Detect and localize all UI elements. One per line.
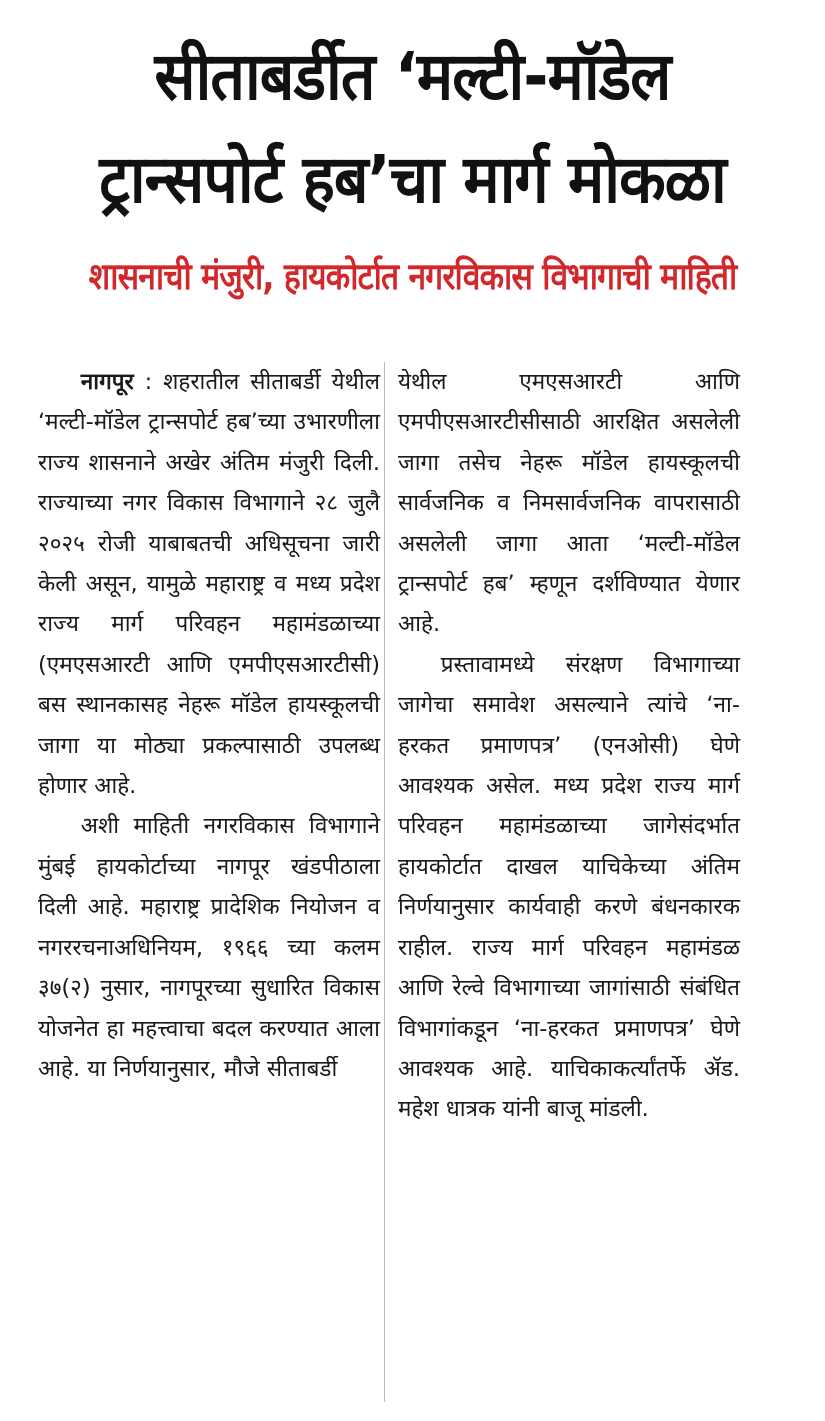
headline-line-2: ट्रान्सपोर्ट हब’चा मार्ग मोकळा <box>99 141 726 218</box>
dateline-separator: : <box>133 369 164 395</box>
article-column-right <box>398 362 740 1130</box>
article-paragraph-3: प्रस्तावामध्ये संरक्षण विभागाच्या जागेचा समावेश असल्याने त्यांचे ‘ना-हरकत प्रमाणपत्र’ (एनओसी) घेणे आवश्यक असेल. मध्य प्रदेश राज्य मार्ग परिवहन महामंडळाच्या जागेसंदर्भात हायकोर्टात दाखल याचिकेच्या अंतिम निर्णयानुसार कार्यवाही करणे बंधनकारक राहील. राज्य मार्ग परिवहन महामंडळ आणि रेल्वे विभागाच्या जागांसाठी संबंधित विभागांकडून ‘ना-हरकत प्रमाणपत्र’ घेणे आवश्यक आहे. याचिकाकर्त्यांतर्फे ॲड. महेश धात्रक यांनी बाजू मांडली. <box>398 651 740 1123</box>
column-divider <box>384 362 385 1402</box>
article-paragraph-1 <box>38 362 380 806</box>
paragraph-1-text: शहरातील सीताबर्डी येथील ‘मल्टी-मॉडेल ट्रान्सपोर्ट हब’च्या उभारणीला राज्य शासनाने अखेर अंतिम मंजुरी दिली. राज्याच्या नगर विकास विभागाने २८ जुलै २०२५ रोजी याबाबतची अधिसूचना जारी केली असून, यामुळे महाराष्ट्र व मध्य प्रदेश राज्य मार्ग परिवहन महामंडळाच्या (एमएसआरटी आणि एमपीएसआरटीसी) बस स्थानकासह नेहरू मॉडेल हायस्कूलची जागा या मोठ्या प्रकल्पासाठी उपलब्ध होणार आहे. <box>38 369 381 800</box>
dateline: नागपूर <box>80 369 134 395</box>
article-paragraph-2-continued: येथील एमएसआरटी आणि एमपीएसआरटीसीसाठी आरक्षित असलेली जागा तसेच नेहरू मॉडेल हायस्कूलची सार्वजनिक व निमसार्वजनिक वापरासाठी असलेली जागा आता ‘मल्टी-मॉडेल ट्रान्सपोर्ट हब’ म्हणून दर्शविण्यात येणार आहे. <box>398 369 740 638</box>
article-paragraph-2: अशी माहिती नगरविकास विभागाने मुंबई हायकोर्टाच्या नागपूर खंडपीठाला दिली आहे. महाराष्ट्र प्रादेशिक नियोजन व नगररचनाअधिनियम, १९६६ च्या कलम ३७(२) नुसार, नागपूरच्या सुधारित विकास योजनेत हा महत्त्वाचा बदल करण्यात आला आहे. या निर्णयानुसार, मौजे सीताबर्डी <box>38 813 380 1082</box>
article-column-left <box>38 362 380 1089</box>
subheadline: शासनाची मंजुरी, हायकोर्टात नगरविकास विभागाची माहिती <box>88 255 737 298</box>
headline-line-1: सीताबर्डीत ‘मल्टी-मॉडेल <box>154 38 671 115</box>
